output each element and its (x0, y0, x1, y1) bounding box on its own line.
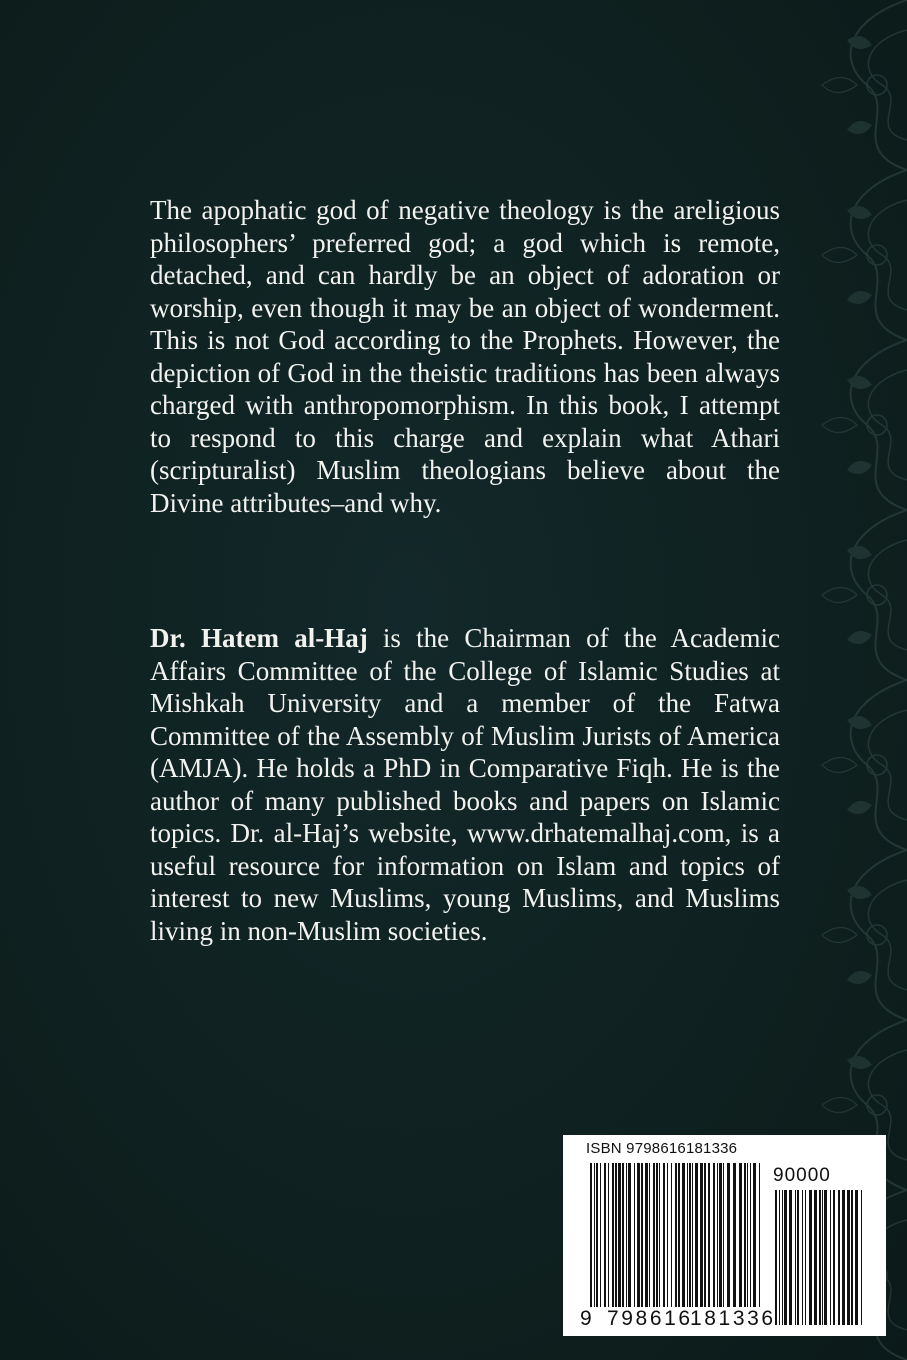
isbn-barcode-bar (594, 1163, 595, 1307)
price-code: 90000 (773, 1165, 831, 1186)
isbn-barcode-bar (663, 1163, 665, 1307)
isbn-barcode-bar (689, 1163, 691, 1307)
price-barcode-bar (784, 1190, 787, 1325)
isbn-barcode-bar (618, 1163, 621, 1307)
price-barcode-bar (824, 1190, 827, 1325)
isbn-barcode-bar (747, 1163, 748, 1307)
price-barcode-bar (795, 1190, 796, 1325)
isbn-barcode-bar (656, 1163, 658, 1307)
barcode-bars-icon (563, 1135, 886, 1336)
price-barcode-bar (842, 1190, 845, 1325)
author-bio-text: is the Chairman of the Academic Affairs Committee of the College of Islamic Studies at Mishkah University and a member of the Fatwa Committee of the Assembly of Muslim Jurists of America (AMJA). He holds a PhD in Comparative Fiqh. He is the author of many published books and papers on Islamic topics. Dr. al-Haj’s website, www.drhatemalhaj.com, is a useful resource for information on Islam and topics of interest to new Muslims, young Muslims, and Muslims living in non-Muslim societies. (150, 623, 780, 946)
isbn-label: ISBN 9798616181336 (586, 1140, 738, 1157)
isbn-barcode-bar (723, 1163, 724, 1307)
isbn-barcode-bar (682, 1163, 685, 1307)
price-barcode-bar (830, 1190, 831, 1325)
author-name: Dr. Hatem al-Haj (150, 623, 368, 653)
isbn-barcode-bar (708, 1163, 710, 1307)
isbn-barcode-bar (615, 1163, 617, 1307)
isbn-barcode-bar (626, 1163, 627, 1307)
barcode-box (563, 1135, 886, 1336)
isbn-barcode-bar (622, 1163, 624, 1307)
isbn-barcode-bar (671, 1163, 672, 1307)
isbn-barcode-bar (704, 1163, 706, 1307)
isbn-barcode-bar (713, 1163, 715, 1307)
isbn-barcode-bar (759, 1163, 760, 1307)
isbn-barcode-bar (653, 1163, 655, 1307)
price-barcode-bar (775, 1190, 777, 1325)
book-blurb: The apophatic god of negative theology is the areligious philosophers’ preferred god; a god which is remote, detached, and can hardly be an object of adoration or worship, even though it may be an object of wonderment. This is not God according to the Prophets. However, the depiction of God in the theistic traditions has been always charged with anthropomorphism. In this book, I attempt to respond to this charge and explain what Athari (scripturalist) Muslim theologians believe about the Divine attributes–and why. (150, 195, 780, 518)
isbn-barcode-bar (612, 1163, 614, 1307)
price-barcode-bar (802, 1190, 803, 1325)
isbn-barcode-bar (590, 1163, 592, 1307)
isbn-barcode-bar (678, 1163, 680, 1307)
isbn-digit-group-1: 798616 (607, 1307, 693, 1330)
isbn-barcode-bar (659, 1163, 660, 1307)
isbn-barcode-bar (637, 1163, 640, 1307)
isbn-barcode-bar (719, 1163, 722, 1307)
price-barcode-bar (861, 1190, 862, 1325)
isbn-barcode-bar (739, 1163, 742, 1307)
price-barcode-bar (789, 1190, 792, 1325)
isbn-barcode-bar (596, 1163, 598, 1307)
isbn-barcode-bar (628, 1163, 631, 1307)
isbn-barcode-bar (744, 1163, 746, 1307)
price-barcode-bar (805, 1190, 806, 1325)
isbn-barcode-bar (600, 1163, 601, 1307)
price-barcode-bar (782, 1190, 783, 1325)
isbn-barcode-bar (750, 1163, 751, 1307)
isbn-barcode-bar (604, 1163, 606, 1307)
price-barcode-bar (809, 1190, 812, 1325)
price-barcode-bar (847, 1190, 850, 1325)
isbn-barcode-bar (667, 1163, 668, 1307)
price-barcode-bar (838, 1190, 840, 1325)
isbn-barcode-bar (692, 1163, 693, 1307)
isbn-barcode-bar (645, 1163, 648, 1307)
author-bio (150, 622, 780, 947)
price-barcode-bar (819, 1190, 821, 1325)
price-barcode-bar (779, 1190, 780, 1325)
price-barcode-bar (822, 1190, 823, 1325)
isbn-barcode-bar (717, 1163, 718, 1307)
isbn-barcode-bar (675, 1163, 677, 1307)
isbn-barcode-bar (700, 1163, 703, 1307)
isbn-barcode-bar (727, 1163, 730, 1307)
isbn-barcode-bar (687, 1163, 688, 1307)
isbn-barcode-bar (753, 1163, 756, 1307)
price-barcode-bar (855, 1190, 858, 1325)
price-barcode-bar (851, 1190, 853, 1325)
isbn-barcode-bar (649, 1163, 650, 1307)
price-barcode-bar (833, 1190, 835, 1325)
isbn-barcode-bar (608, 1163, 609, 1307)
price-barcode-bar (814, 1190, 817, 1325)
isbn-barcode-bar (733, 1163, 736, 1307)
isbn-barcode-bar (695, 1163, 698, 1307)
isbn-digit-prefix: 9 (580, 1307, 592, 1330)
isbn-barcode-bar (634, 1163, 635, 1307)
isbn-digit-group-2: 181336 (690, 1307, 776, 1330)
price-barcode-bar (797, 1190, 799, 1325)
isbn-barcode-bar (641, 1163, 643, 1307)
